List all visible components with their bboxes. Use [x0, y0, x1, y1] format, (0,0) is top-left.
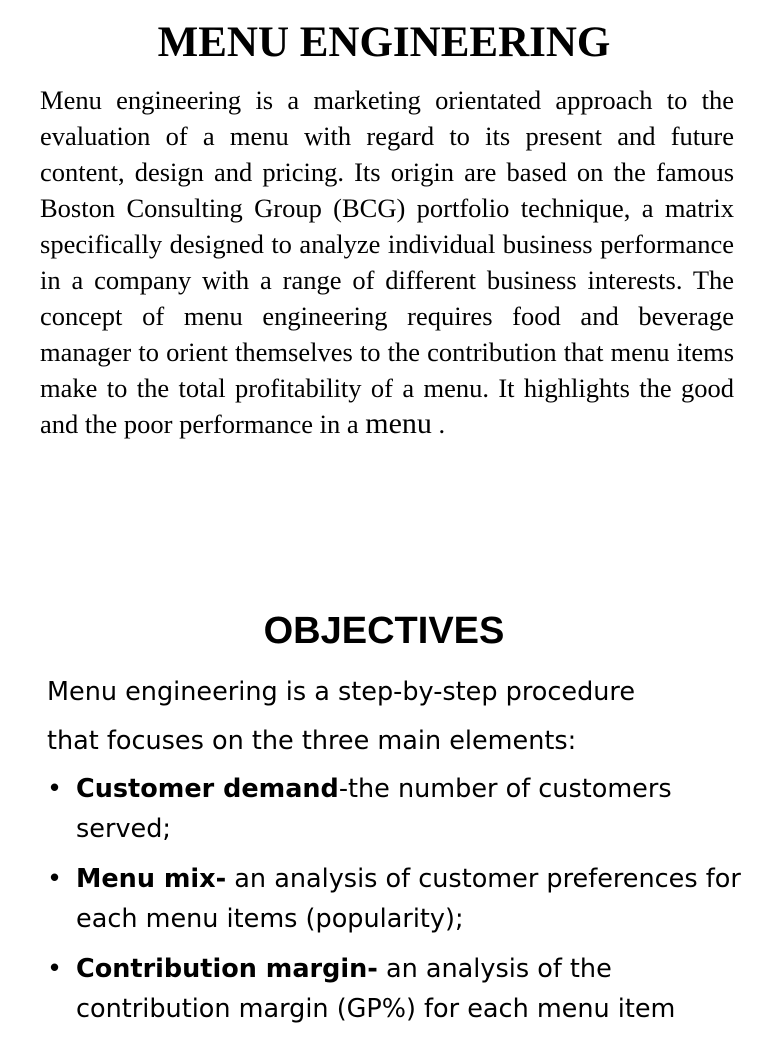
intro-line: technique, a matrix specifically designed to analyze — [40, 193, 734, 259]
bullet-text: an analysis of customer preferences for each menu items (popularity); — [76, 864, 741, 934]
intro-line: the total profitability of a menu. It highlights the good — [136, 373, 735, 403]
intro-line: future content, design and pricing. Its origin are based on — [40, 121, 735, 187]
intro-last-suffix: . — [431, 409, 446, 439]
intro-paragraph — [40, 82, 734, 442]
slide-title: MENU ENGINEERING — [157, 19, 611, 66]
bullet-icon: • — [47, 864, 63, 894]
intro-line: individual business performance in a company with a — [40, 229, 734, 295]
lead-line: Menu engineering is a step-by-step procedure — [47, 677, 636, 707]
intro-last-prefix: and the poor performance in a — [40, 409, 366, 439]
intro-line: engineering requires food and beverage manager to orient — [40, 301, 734, 367]
bullet-term: Menu mix- — [76, 864, 227, 894]
intro-line: the evaluation of a menu with regard to its present and — [40, 85, 734, 151]
intro-line: range of different business interests. The concept of menu — [40, 265, 735, 331]
bullet-text: an analysis of the contribution margin (GP%) for each menu item — [76, 954, 676, 1024]
lead-line: that focuses on the three main elements: — [47, 726, 577, 756]
bullet-icon: • — [47, 954, 63, 984]
intro-line: themselves to the contribution that menu items make to — [40, 337, 735, 403]
list-item — [47, 859, 747, 939]
objectives-lead — [47, 668, 747, 766]
objectives-title: OBJECTIVES — [263, 610, 505, 652]
intro-last-word: menu — [365, 407, 432, 440]
bullet-term: Customer demand — [76, 774, 339, 804]
list-item — [47, 949, 747, 1029]
bullet-text: -the number of customers served; — [76, 774, 672, 844]
bullet-term: Contribution margin- — [76, 954, 378, 984]
bullet-icon: • — [47, 774, 63, 804]
list-item — [47, 769, 747, 849]
intro-line: the famous Boston Consulting Group (BCG) portfolio — [40, 157, 735, 223]
objectives-list — [47, 769, 747, 1039]
intro-line: Menu engineering is a marketing orientated approach to — [40, 85, 688, 115]
